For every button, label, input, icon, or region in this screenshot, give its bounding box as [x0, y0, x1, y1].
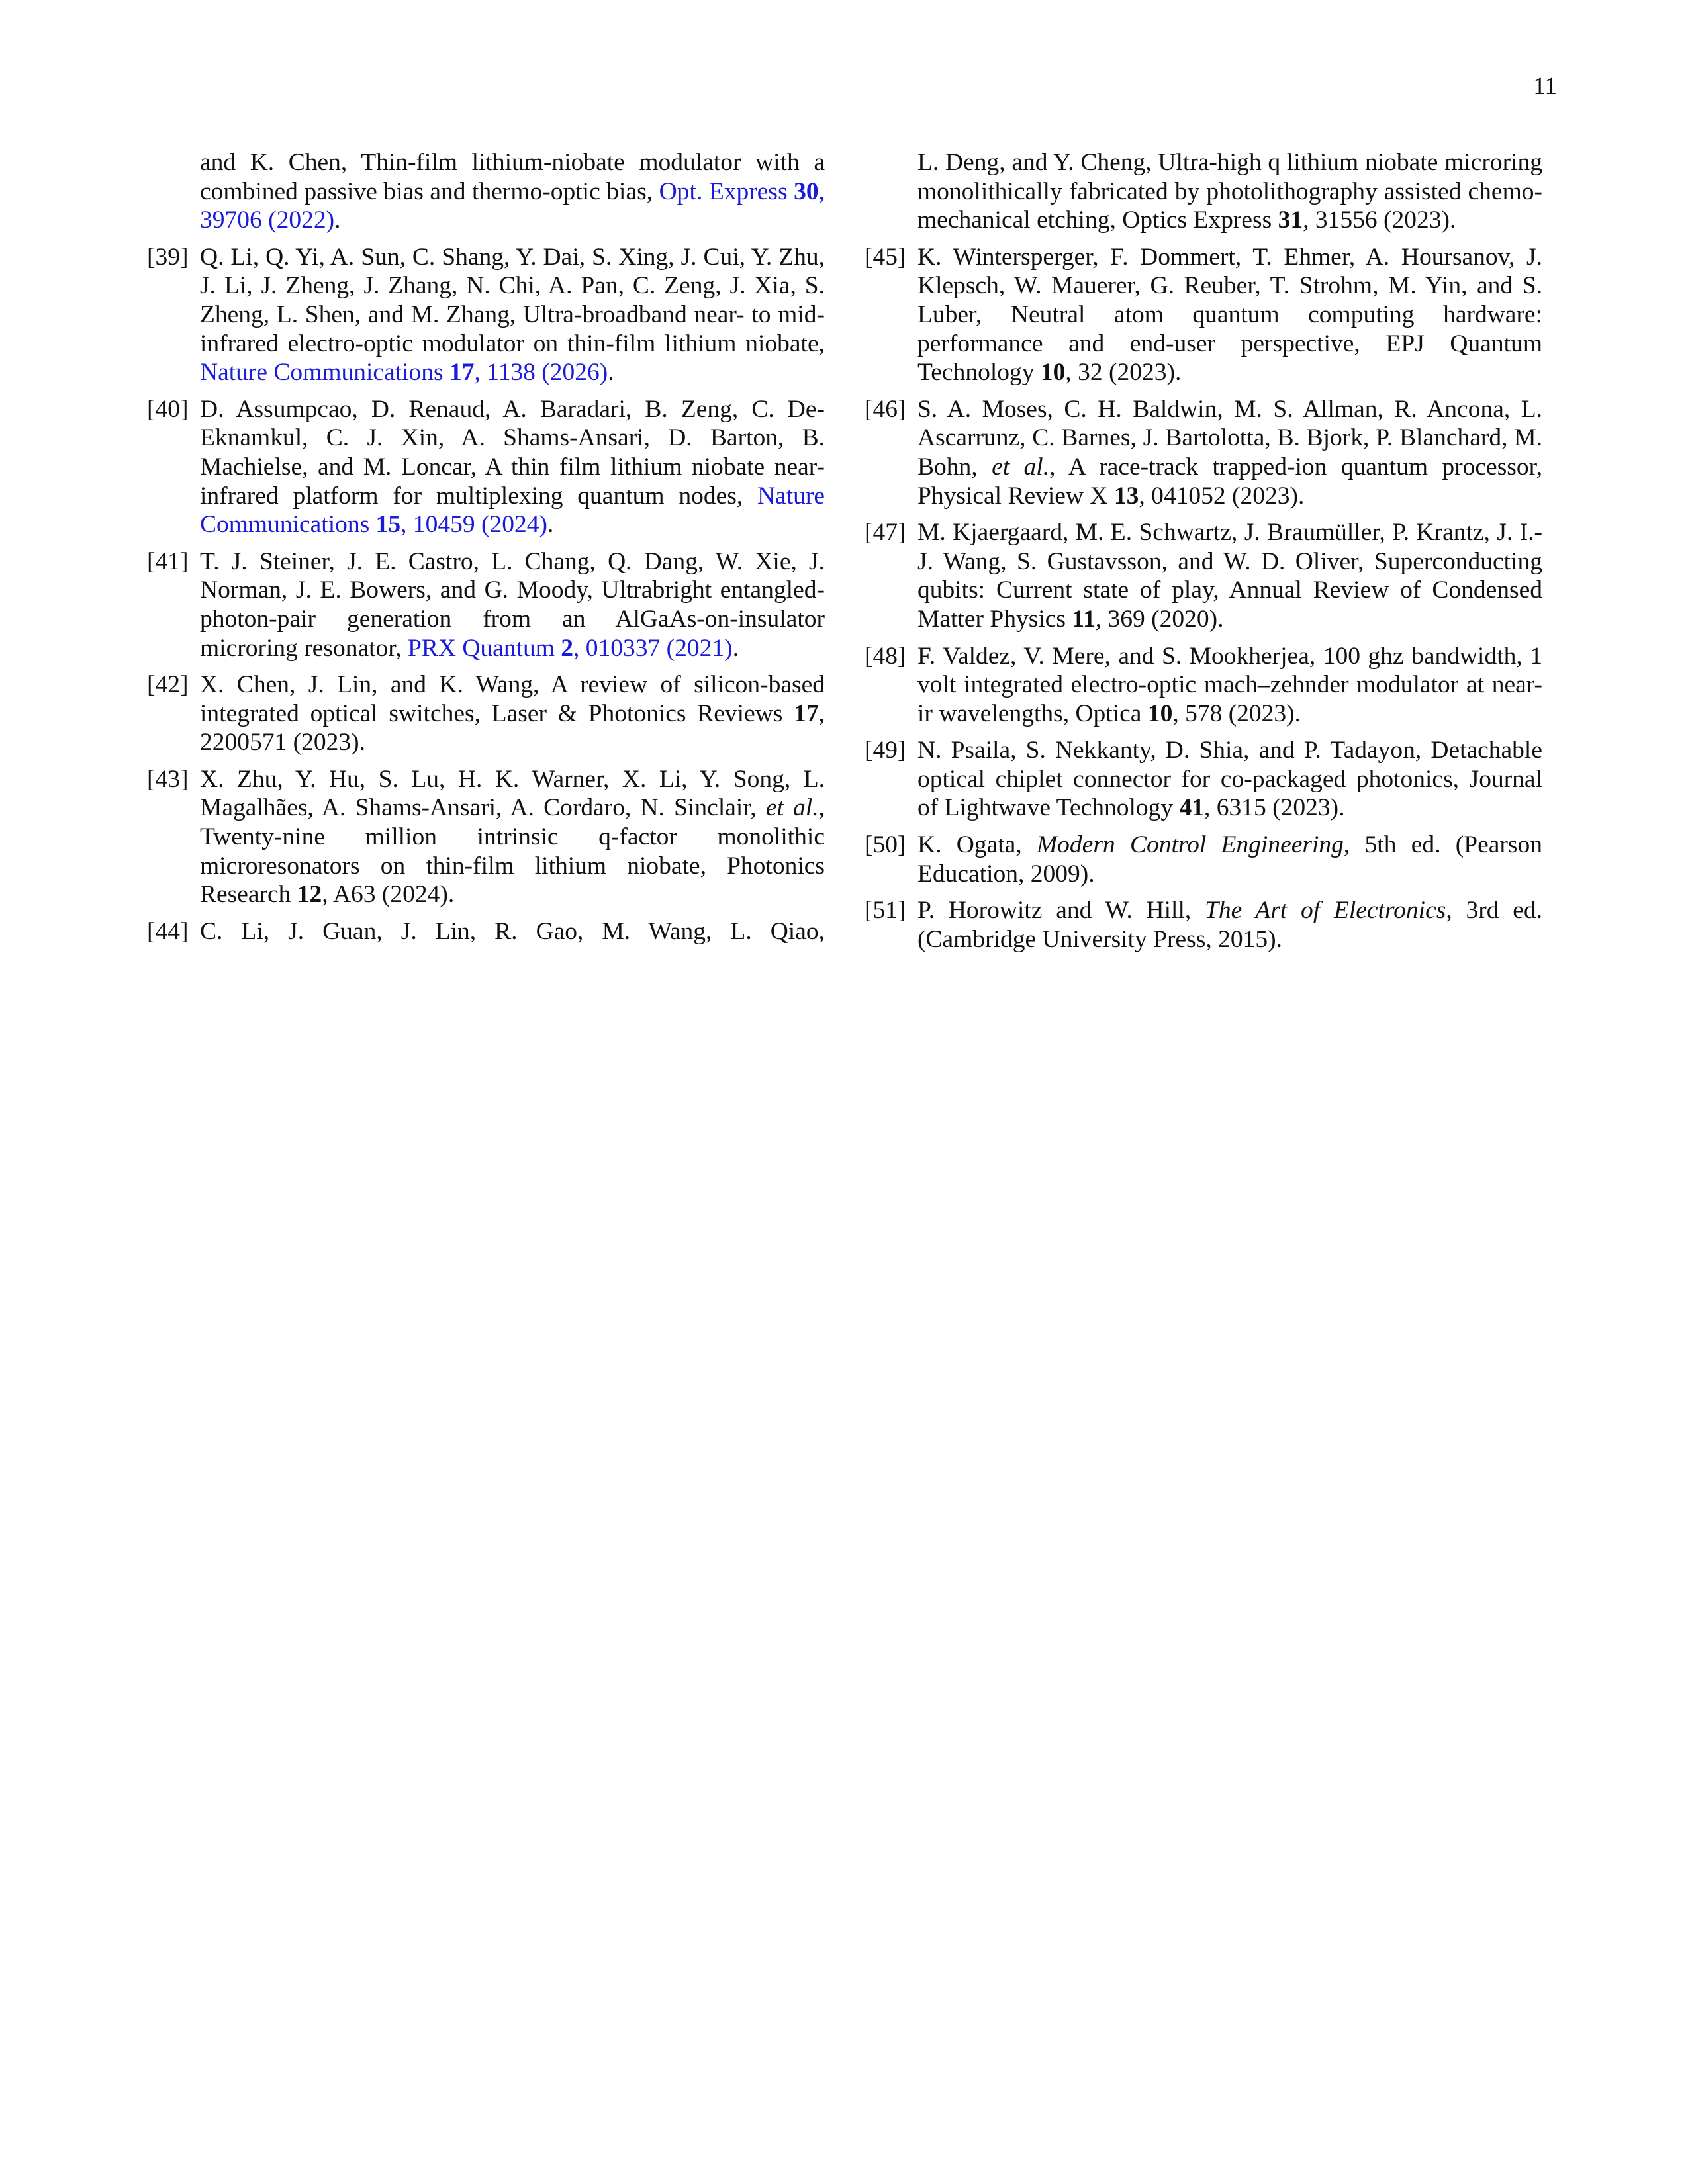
reference-number: [49] [865, 737, 906, 764]
reference-number: [39] [147, 243, 189, 271]
link-journal[interactable]: Nature Communications [200, 359, 450, 387]
reference-volume: 12 [297, 881, 322, 909]
reference-volume: 17 [794, 700, 819, 727]
reference-38-continued [147, 148, 825, 235]
reference-text: K. Ogata, [917, 831, 1037, 859]
reference-47 [865, 518, 1542, 633]
references-right-column [865, 148, 1542, 962]
reference-text-end: , 5th ed. (Pearson Education, 2009). [917, 831, 1543, 887]
reference-volume: 10 [1147, 700, 1173, 727]
link-volume[interactable]: 2 [561, 634, 574, 662]
reference-etal: et al. [765, 794, 819, 822]
reference-text: K. Wintersperger, F. Dommert, T. Ehmer, A. Hoursanov, J. Klepsch, W. Mauerer, G. Reuber, T. Strohm, M. Yin, and S. Luber, Neutral atom quantum computing hardware: performance and end-user perspective, EPJ Quantum Technology [917, 243, 1542, 387]
link-pages-year[interactable]: , 10459 (2024) [400, 511, 547, 539]
reference-49 [865, 736, 1542, 823]
reference-number: [43] [147, 765, 189, 793]
reference-text: P. Horowitz and W. Hill, [917, 897, 1205, 925]
link-pages-year[interactable]: , 010337 (2021) [573, 634, 733, 662]
reference-text-end: , 32 (2023). [1065, 359, 1182, 387]
reference-39 [147, 243, 825, 387]
reference-text: X. Chen, J. Lin, and K. Wang, A review of silicon-based integrated optical switches, Laser & Photonics Reviews [200, 671, 825, 727]
page-number: 11 [1533, 73, 1557, 100]
reference-51 [865, 896, 1542, 954]
reference-text: D. Assumpcao, D. Renaud, A. Baradari, B. Zeng, C. De-Eknamkul, C. J. Xin, A. Shams-Ansari, D. Barton, B. Machielse, and M. Loncar, A thin film lithium niobate near-infrared platform for multiplexing quantum nodes, [200, 395, 825, 510]
references-left-column [147, 148, 825, 954]
reference-etal: et al. [992, 453, 1050, 480]
reference-text-end: , A63 (2024). [322, 881, 455, 909]
reference-number: [42] [147, 671, 189, 699]
reference-text-end: , 6315 (2023). [1204, 794, 1345, 822]
reference-text: X. Zhu, Y. Hu, S. Lu, H. K. Warner, X. Li, Y. Song, L. Magalhães, A. Shams-Ansari, A. Cordaro, N. Sinclair, [200, 765, 825, 822]
reference-number: [45] [865, 243, 906, 271]
reference-volume: 41 [1179, 794, 1205, 822]
link-volume[interactable]: 30 [794, 177, 819, 205]
reference-book-title: Modern Control Engineering [1036, 831, 1344, 859]
reference-link[interactable] [408, 635, 733, 662]
reference-text-end: , 31556 (2023). [1303, 206, 1456, 234]
reference-volume: 11 [1072, 605, 1096, 633]
reference-volume: 13 [1113, 482, 1139, 510]
reference-text: L. Deng, and Y. Cheng, Ultra-high q lithium niobate microring monolithically fabricated by photolithography assisted chemo-mechanical etching, Optics Express [917, 149, 1542, 234]
reference-text: T. J. Steiner, J. E. Castro, L. Chang, Q. Dang, W. Xie, J. Norman, J. E. Bowers, and G. Moody, Ultrabright entangled-photon-pair generation from an AlGaAs-on-insulator microring resonator, [200, 547, 825, 662]
reference-number: [44] [147, 917, 189, 945]
reference-number: [48] [865, 642, 906, 670]
reference-50 [865, 831, 1542, 888]
reference-46 [865, 395, 1542, 510]
reference-44 [147, 917, 825, 946]
reference-link[interactable] [200, 359, 608, 386]
reference-text-mid: , Twenty-nine million intrinsic q-factor monolithic microresonators on thin-film lithium niobate, Photonics Research [200, 794, 825, 909]
reference-number: [46] [865, 395, 906, 423]
reference-number: [47] [865, 519, 906, 547]
link-journal[interactable]: Nature Communications [200, 482, 825, 539]
reference-42 [147, 670, 825, 757]
reference-text: S. A. Moses, C. H. Baldwin, M. S. Allman, R. Ancona, L. Ascarrunz, C. Barnes, J. Bartolotta, B. Bjork, P. Blanchard, M. Bohn, [917, 395, 1542, 480]
reference-text-end: . [334, 206, 341, 234]
reference-text-end: , 578 (2023). [1172, 700, 1301, 727]
link-journal[interactable]: PRX Quantum [408, 634, 561, 662]
reference-text-end: . [608, 359, 614, 387]
link-volume[interactable]: 17 [449, 359, 475, 387]
reference-text: M. Kjaergaard, M. E. Schwartz, J. Braumüller, P. Krantz, J. I.-J. Wang, S. Gustavsson, and W. D. Oliver, Superconducting qubits: Current state of play, Annual Review of Condensed Matter Physics [917, 519, 1542, 633]
reference-text: N. Psaila, S. Nekkanty, D. Shia, and P. Tadayon, Detachable optical chiplet connector for co-packaged photonics, Journal of Lightwave Technology [917, 737, 1542, 822]
reference-volume: 31 [1278, 206, 1303, 234]
reference-number: [40] [147, 395, 189, 423]
reference-number: [41] [147, 547, 189, 575]
link-journal[interactable]: Opt. Express [659, 177, 794, 205]
reference-43 [147, 765, 825, 909]
link-volume[interactable]: 15 [375, 511, 401, 539]
reference-text: Q. Li, Q. Yi, A. Sun, C. Shang, Y. Dai, S. Xing, J. Cui, Y. Zhu, J. Li, J. Zheng, J. Zhang, N. Chi, A. Pan, C. Zeng, J. Xia, S. Zheng, L. Shen, and M. Zhang, Ultra-broadband near- to mid-infrared electro-optic modulator on thin-film lithium niobate, [200, 243, 825, 357]
reference-40 [147, 395, 825, 539]
reference-text-end: . [547, 511, 554, 539]
reference-text: and K. Chen, Thin-film lithium-niobate modulator with a combined passive bias and thermo-optic bias, [200, 149, 825, 205]
reference-text: F. Valdez, V. Mere, and S. Mookherjea, 100 ghz bandwidth, 1 volt integrated electro-optic mach–zehnder modulator at near-ir wavelengths, Optica [917, 642, 1542, 727]
reference-volume: 10 [1040, 359, 1066, 387]
reference-45 [865, 243, 1542, 387]
reference-text-end: . [732, 634, 739, 662]
reference-text-mid: , A race-track trapped-ion quantum processor, Physical Review X [917, 453, 1542, 510]
reference-text: C. Li, J. Guan, J. Lin, R. Gao, M. Wang, L. Qiao, [200, 917, 825, 945]
reference-number: [51] [865, 897, 906, 925]
reference-44-continued [865, 148, 1542, 235]
link-pages-year[interactable]: , 39706 (2022) [200, 177, 825, 234]
reference-text-end: , 3rd ed. (Cambridge University Press, 2015). [917, 897, 1542, 953]
reference-book-title: The Art of Electronics [1205, 897, 1446, 925]
reference-text-end: , 369 (2020). [1095, 605, 1224, 633]
reference-48 [865, 642, 1542, 729]
link-pages-year[interactable]: , 1138 (2026) [474, 359, 608, 387]
reference-number: [50] [865, 831, 906, 859]
reference-text-end: , 041052 (2023). [1139, 482, 1305, 510]
reference-41 [147, 547, 825, 662]
reference-text-end: , 2200571 (2023). [200, 700, 825, 756]
